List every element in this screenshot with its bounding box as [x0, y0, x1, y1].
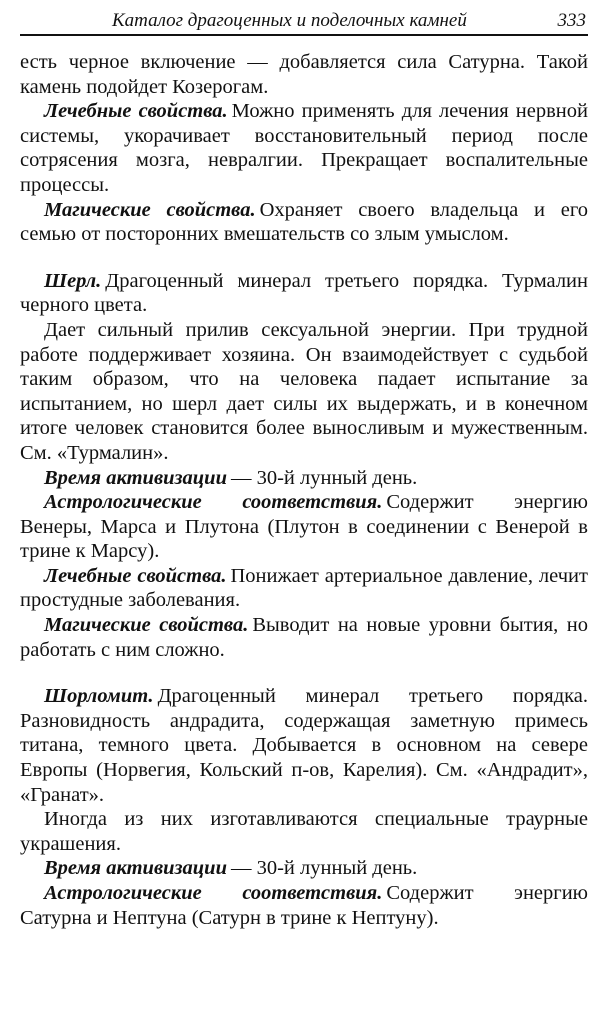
header-title: Каталог драгоценных и поделочных камней — [112, 10, 467, 31]
shorlomit-description: Иногда из них изготавливаются специальные траурные украшения. — [20, 808, 588, 855]
healing-text: Можно применять для лечения нервной системы, укорачивает восстановительный период после сотрясения мозга, невралгии. Прекращает воспалительные процессы. — [20, 100, 588, 196]
healing-label: Лечебные свойства. — [44, 100, 228, 123]
shorlomit-definition-paragraph — [20, 684, 588, 807]
shorlomit-activation-paragraph — [20, 856, 588, 881]
shorlomit-astro-paragraph — [20, 881, 588, 930]
page-body — [20, 50, 588, 930]
sherl-healing-label: Лечебные свойства. — [44, 564, 227, 587]
shorlomit-activation-text: — 30-й лунный день. — [230, 857, 418, 880]
shorlomit-astro-label: Астрологические соответствия. — [44, 882, 383, 904]
sherl-activation-label: Время активизации — [44, 466, 227, 489]
continuation-text: есть черное включение — добавляется сила Сатурна. Такой камень подойдет Козерогам. — [20, 51, 588, 98]
sherl-magic-text: Выводит на новые уровни бытия, но работать с ним сложно. — [20, 614, 588, 661]
page-number: 333 — [557, 10, 586, 31]
magic-text: Охраняет своего владельца и его семью от посторонних вмешательств со злым умыслом. — [20, 198, 588, 246]
magic-paragraph — [20, 198, 588, 247]
continuation-paragraph — [20, 50, 588, 99]
sherl-healing-paragraph — [20, 564, 588, 613]
sherl-magic-paragraph — [20, 613, 588, 662]
shorlomit-term: Шорломит. — [44, 685, 154, 708]
sherl-activation-paragraph — [20, 466, 588, 491]
sherl-activation-text: — 30-й лунный день. — [230, 466, 418, 489]
sherl-astro-label: Астрологические соответствия. — [44, 491, 383, 514]
running-header — [20, 0, 588, 36]
shorlomit-description-paragraph — [20, 807, 588, 856]
sherl-astro-paragraph — [20, 490, 588, 564]
sherl-definition: Драгоценный минерал третьего порядка. Турмалин черного цвета. — [20, 269, 588, 317]
shorlomit-astro-text: Содержит энергию Сатурна и Нептуна (Сатурн в трине к Нептуну). — [20, 882, 588, 929]
sherl-definition-paragraph — [20, 269, 588, 318]
sherl-healing-text: Понижает артериальное давление, лечит простудные заболевания. — [20, 564, 588, 612]
sherl-magic-label: Магические свойства. — [44, 614, 249, 637]
sherl-description: Дает сильный прилив сексуальной энергии. При трудной работе поддерживает хозяина. Он взаимодействует с судьбой таким образом, что на человека падает испытание за испытанием, но шерл дает силы их выдержать, и в конечном итоге человек становится более выносливым и мужественным. См. «Турмалин». — [20, 318, 588, 464]
book-page — [20, 0, 588, 1015]
sherl-astro-text: Содержит энергию Венеры, Марса и Плутона (Плутон в соединении с Венерой в трине к Марсу). — [20, 491, 588, 563]
shorlomit-activation-label: Время активизации — [44, 857, 227, 880]
shorlomit-definition: Драгоценный минерал третьего порядка. Разновидность андрадита, содержащая заметную примесь титана, темного цвета. Добывается в основном на севере Европы (Норвегия, Кольский п-ов, Карелия). См. «Андрадит», «Гранат». — [20, 685, 588, 806]
sherl-description-paragraph — [20, 318, 588, 466]
magic-label: Магические свойства. — [44, 198, 256, 221]
healing-paragraph — [20, 99, 588, 197]
sherl-term: Шерл. — [44, 269, 102, 292]
